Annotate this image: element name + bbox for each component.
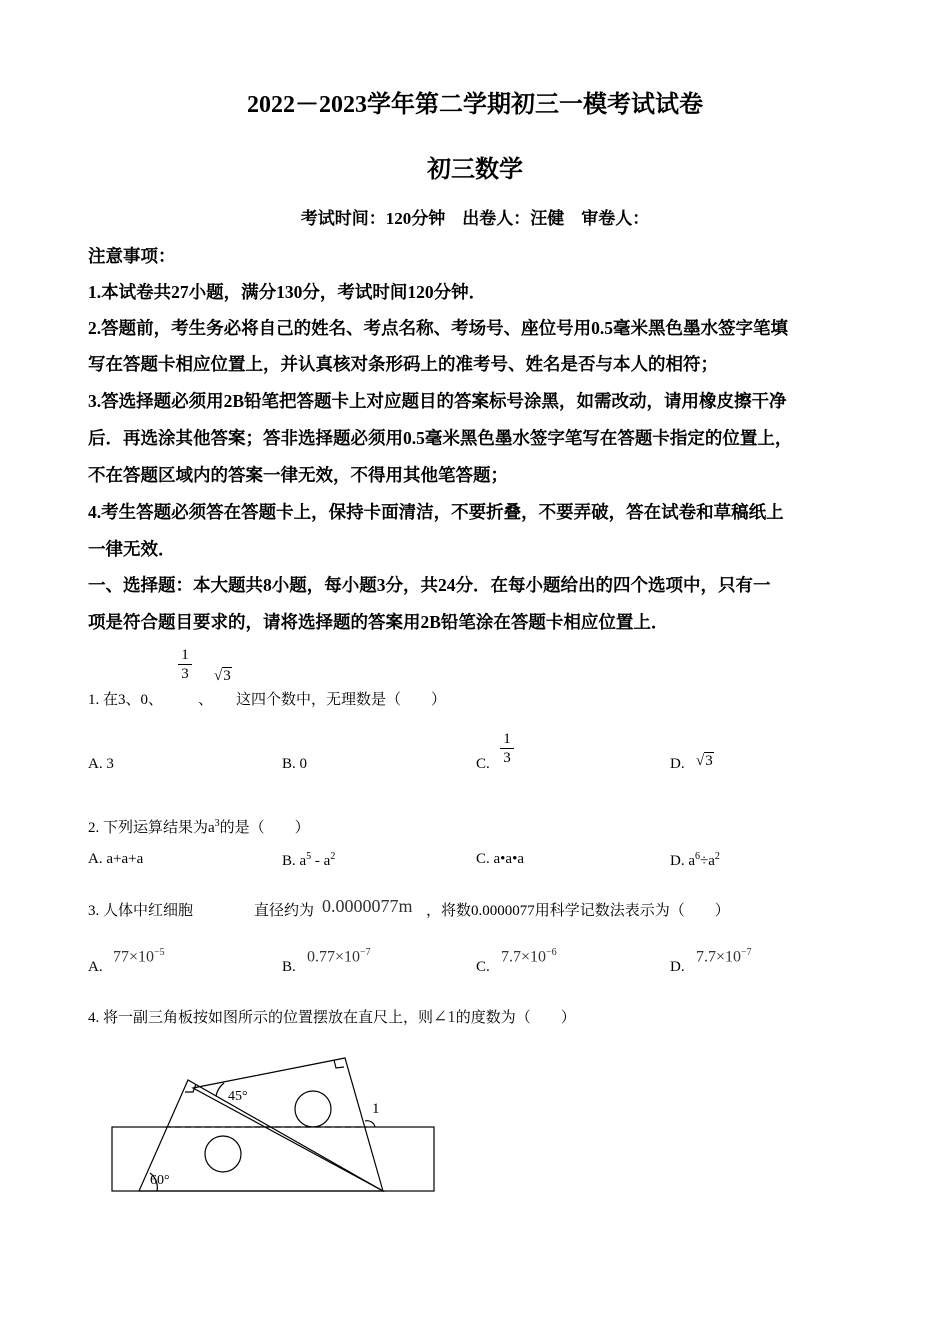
sci-mantissa: 7.7×10 — [501, 948, 547, 966]
q3-value: 0.0000077m — [322, 896, 413, 916]
exponent: −6 — [546, 947, 557, 958]
q2-stem-text: 2. 下列运算结果为a — [88, 820, 215, 836]
angle-arc-45 — [216, 1083, 224, 1096]
sci-mantissa: 77×10 — [113, 948, 155, 966]
frac-numerator: 1 — [181, 647, 189, 663]
angle-symbol: ∠1 — [433, 1007, 456, 1026]
q2-option-a: A. a+a+a — [88, 851, 144, 867]
label-45: 45° — [228, 1089, 248, 1104]
exponent: 2 — [330, 851, 336, 862]
exponent: 5 — [306, 851, 312, 862]
section-heading: 一、选择题：本大题共8小题，每小题3分，共24分．在每小题给出的四个选项中，只有一 — [88, 575, 771, 595]
q1-option-b: B. 0 — [282, 756, 308, 772]
q3-option-a: A. — [88, 959, 103, 975]
hole-circle — [205, 1136, 241, 1172]
notice-line: 不在答题区域内的答案一律无效，不得用其他笔答题； — [88, 465, 508, 485]
q1-stem-prefix: 1. 在3、0、 — [88, 692, 164, 708]
q1-option-d: D. — [670, 756, 685, 772]
label-60: 60° — [150, 1173, 170, 1188]
exam-meta: 考试时间：120分钟 出卷人：汪健 审卷人： — [300, 209, 650, 228]
sci-mantissa: 0.77×10 — [307, 948, 361, 966]
option-text: D. a — [670, 853, 695, 869]
q2-stem-text: 的是（ ） — [219, 820, 310, 836]
page-title: 2022－2023学年第二学期初三一模考试试卷 — [247, 92, 703, 118]
sqrt-arg: 3 — [705, 753, 713, 769]
notice-line: 2.答题前，考生务必将自己的姓名、考点名称、考场号、座位号用0.5毫米黑色墨水签字笔填 — [88, 318, 788, 338]
section-heading-cont: 项是符合题目要求的，请将选择题的答案用2B铅笔涂在答题卡相应位置上． — [88, 612, 669, 632]
option-text: - a — [311, 853, 331, 869]
q3-option-b: B. — [282, 959, 296, 975]
q2-option-c: C. a•a•a — [476, 851, 524, 867]
subject-title: 初三数学 — [427, 157, 523, 183]
q1-separator: 、 — [198, 692, 214, 708]
sqrt-sign: √ — [214, 668, 223, 684]
exponent: 2 — [714, 851, 720, 862]
exponent: −5 — [154, 947, 165, 958]
q3-stem-c: ，将数0.0000077用科学记数法表示为（ ） — [426, 903, 730, 919]
option-text: B. a — [282, 853, 307, 869]
exponent: −7 — [741, 947, 752, 958]
notice-line: 1.本试卷共27小题，满分130分，考试时间120分钟． — [88, 282, 487, 302]
notice-line: 4.考生答题必须答在答题卡上，保持卡面清洁，不要折叠，不要弄破，答在试卷和草稿纸上 — [88, 502, 784, 522]
q3-stem-a: 3. 人体中红细胞 — [88, 903, 194, 919]
frac-numerator: 1 — [503, 731, 511, 747]
sqrt-sign: √ — [696, 753, 705, 769]
label-angle-1: 1 — [372, 1101, 380, 1117]
q1-option-a: A. 3 — [88, 756, 114, 772]
triangle-45 — [193, 1058, 383, 1191]
sci-mantissa: 7.7×10 — [696, 948, 742, 966]
option-text: ÷a — [700, 853, 715, 869]
notice-line: 后．再选涂其他答案；答非选择题必须用0.5毫米黑色墨水签字笔写在答题卡指定的位置上， — [88, 428, 793, 448]
q1-option-c: C. — [476, 756, 490, 772]
exponent: 3 — [214, 818, 220, 829]
q1-stem-suffix: 这四个数中，无理数是（ ） — [236, 692, 447, 708]
angle-arc-1 — [365, 1121, 375, 1127]
frac-denominator: 3 — [503, 750, 511, 766]
right-angle-mark — [185, 1084, 196, 1092]
exponent: −7 — [360, 947, 371, 958]
hole-circle — [295, 1091, 331, 1127]
q3-stem-b: 直径约为 — [254, 903, 315, 919]
exponent: 6 — [695, 851, 700, 862]
q3-option-c: C. — [476, 959, 490, 975]
q3-option-d: D. — [670, 959, 685, 975]
right-angle-mark — [334, 1060, 344, 1068]
frac-denominator: 3 — [181, 666, 189, 682]
sqrt-arg: 3 — [223, 668, 231, 684]
notice-line: 写在答题卡相应位置上，并认真核对条形码上的准考号、姓名是否与本人的相符； — [88, 354, 718, 374]
notice-line: 3.答选择题必须用2B铅笔把答题卡上对应题目的答案标号涂黑，如需改动，请用橡皮擦干净 — [88, 391, 787, 411]
triangle-30-60 — [139, 1080, 383, 1191]
q4-stem-text: 4. 将一副三角板按如图所示的位置摆放在直尺上，则 — [88, 1010, 434, 1026]
notice-line: 一律无效． — [88, 539, 176, 559]
notice-heading: 注意事项： — [88, 246, 176, 266]
q4-stem-text: 的度数为（ ） — [455, 1010, 576, 1026]
